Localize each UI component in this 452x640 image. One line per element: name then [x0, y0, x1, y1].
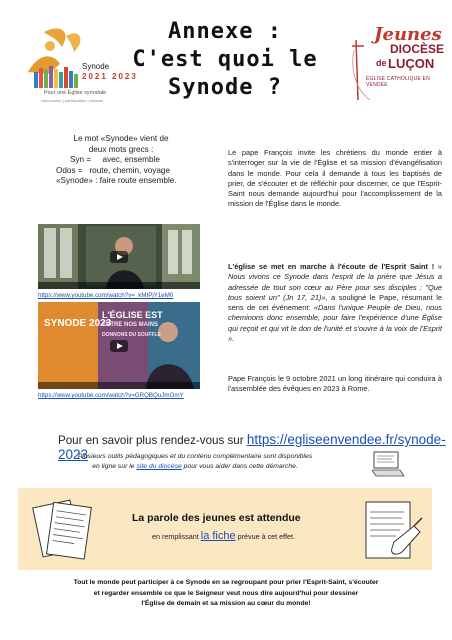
fiche-link[interactable]: la fiche [200, 530, 236, 542]
footer-line-3: l'Église de demain et sa mission au cœur du monde! [141, 600, 311, 607]
outils-before: en ligne sur le [92, 462, 137, 470]
definition-line-3: Syn = avec, ensemble [70, 155, 160, 164]
eglise-heading: L'église se met en marche à l'écoute de l'Esprit Saint ! [228, 262, 435, 271]
de-word: de [376, 58, 387, 68]
synode-logo-tagline: communion | participation | mission [40, 98, 104, 103]
title-line-2: C'est quoi le [132, 47, 318, 72]
video-thumbnail-2[interactable] [38, 302, 200, 389]
outils-after: pour vous aider dans cette démarche. [181, 462, 298, 470]
jeunes-word: Jeunes [374, 24, 442, 45]
computer-document-icon [372, 450, 406, 478]
eglise-catholique-tagline: ÉGLISE CATHOLIQUE EN VENDÉE [366, 76, 430, 88]
paragraph-eglise-en-marche [228, 262, 442, 344]
parole-sub-after: prévue à cet effet. [235, 532, 296, 541]
diocese-word: DIOCÈSE [390, 42, 445, 56]
quote-part-1: « Nous vivons ce Synode dans l'esprit de la prière que Jésus a adressée de tout son cœur au Père pour ses disciples : "Que tous soient un" (Jn 17, 21)», [228, 262, 442, 302]
footer-line-1: Tout le monde peut participer à ce Synode en se regroupant pour prier l'Esprit-Saint, s'écouter [73, 579, 379, 586]
video2-title-1: SYNODE 2023 [44, 318, 112, 329]
youtube-link-2[interactable]: https://www.youtube.com/watch?v=GRQBQuJmOmY [38, 392, 184, 399]
outils-line-2 [30, 462, 360, 472]
youtube-link-1[interactable]: https://www.youtube.com/watch?v=_kMIPjY1eM0 [38, 292, 174, 299]
parole-title: La parole des jeunes est attendue [132, 512, 301, 524]
outils-line-1: Plusieurs outils pédagogiques et du contenu complémentaire sont disponibles [77, 453, 313, 460]
title-line-1: Annexe : [168, 19, 282, 44]
synode-website-link[interactable]: https://egliseenvendee.fr/synode-2023 [58, 432, 446, 462]
paragraph-pape-invite: Le pape François invite les chrétiens du monde entier à s'interroger sur la vie de l'Église et sa mission d'évangélisation dans le monde. Pour cela il demande à tous les baptisés de prier, de s'écouter et de réfléchir pour discerner, ce que l'Esprit-Saint nous demande aujourd'hui pour l'accomplissement de la mission de l'Église dans le monde. [228, 148, 442, 209]
footer-text [18, 578, 434, 610]
synode-logo-title: Synode [82, 62, 110, 71]
lucon-word: LUÇON [388, 56, 435, 71]
title-line-3: Synode ? [168, 75, 282, 100]
parole-subtitle [152, 530, 295, 542]
paragraph-pape-itineraire: Pape François le 9 octobre 2021 un long itinéraire qui conduira à l'assemblée des évêques en 2023 à Rome. [228, 374, 442, 394]
play-icon[interactable] [110, 340, 128, 352]
synode-logo-year: 2021 2023 [82, 72, 138, 81]
synode-logo-subtitle: Pour une Église synodale [43, 90, 107, 96]
form-papers-icon [30, 494, 98, 566]
quote-connector: a souligné le Pape, résumant le sens de cet événement: [228, 292, 442, 313]
video-thumbnail-1[interactable] [38, 224, 200, 289]
quote-part-2: «Dans l'unique Peuple de Dieu, nous cheminons donc ensemble, pour faire l'expérience d'une Église qui reçoit et qui vit le don de l'unité et s'ouvre à la voix de l'Esprit ». [228, 303, 443, 344]
video2-title-4: DONNONS DU SOUFFLE [102, 332, 161, 338]
definition-line-1: Le mot «Synode» vient de [73, 134, 169, 143]
play-icon[interactable] [110, 251, 128, 263]
definition-line-5: «Synode» : faire route ensemble. [56, 176, 177, 185]
page-title [130, 18, 320, 102]
outils-note [30, 452, 360, 471]
site-diocese-link[interactable]: site du diocèse [136, 462, 182, 470]
parole-sub-before: en remplissant [152, 532, 201, 541]
definition-line-2: deux mots grecs : [88, 144, 154, 154]
video2-title-3: ENTRE NOS MAINS [102, 322, 159, 328]
hand-writing-icon [360, 496, 424, 564]
footer-line-2: et regarder ensemble ce que le Seigneur veut nous dire aujourd'hui pour dessiner [93, 589, 359, 597]
synode-definition [42, 134, 200, 190]
video2-title-2: L'ÉGLISE EST [102, 310, 163, 320]
definition-line-4: Odos = route, chemin, voyage [56, 165, 171, 175]
savoir-prefix: Pour en savoir plus rendez-vous sur [58, 434, 247, 447]
